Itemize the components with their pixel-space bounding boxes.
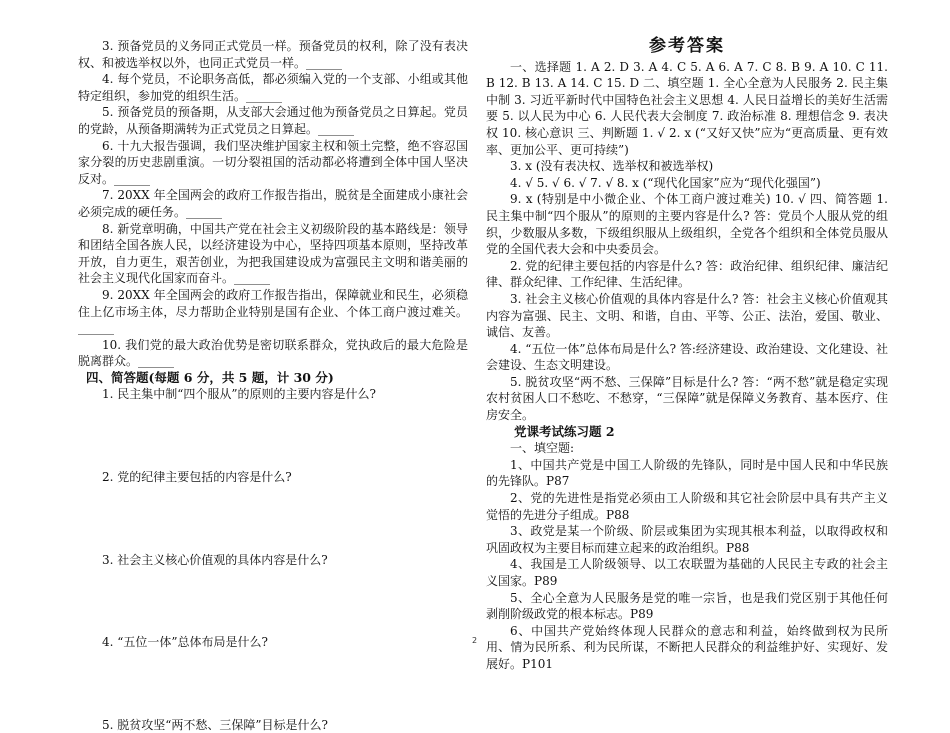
exercise-item-2: 2、党的先进性是指党必须由工人阶级和其它社会阶层中具有共产主义觉悟的先进分子组成。P88 (486, 491, 888, 522)
answer-space-3 (78, 568, 468, 634)
exercise-title: 党课考试练习题 2 (514, 423, 615, 439)
answer-block-7: 4. “五位一体”总体布局是什么? 答:经济建设、政治建设、文化建设、社会建设、生态文明建设。 (486, 341, 888, 373)
judgment-item-7: 7. 20XX 年全国两会的政府工作报告指出，脱贫是全面建成小康社会必须完成的硬任务。______ (78, 188, 468, 219)
answer-block-5: 2. 党的纪律主要包括的内容是什么? 答：政治纪律、组织纪律、廉洁纪律、群众纪律、工作纪律、生活纪律。 (486, 258, 888, 290)
exercise-item-4: 4、我国是工人阶级领导、以工农联盟为基础的人民民主专政的社会主义国家。P89 (486, 557, 888, 588)
answer-space-4 (78, 651, 468, 717)
short-answer-question-4: 4. “五位一体”总体布局是什么? (102, 635, 268, 650)
judgment-item-4: 4. 每个党员，不论职务高低，都必须编入党的一个支部、小组或其他特定组织，参加党的组织生活。______ (78, 72, 468, 103)
judgment-item-10: 10. 我们党的最大政治优势是密切联系群众，党执政后的最大危险是脱离群众。______ (78, 337, 468, 369)
answer-block-6: 3. 社会主义核心价值观的具体内容是什么? 答：社会主义核心价值观其内容为富强、民主、文明、和谐，自由、平等、公正、法治，爱国、敬业、诚信、友善。 (486, 291, 888, 340)
exercise-item-3: 3、政党是某一个阶级、阶层或集团为实现其根本利益，以取得政权和巩固政权为主要目标而建立起来的政治组织。P88 (486, 524, 888, 555)
exercise-item-1: 1、中国共产党是中国工人阶级的先锋队，同时是中国人民和中华民族的先锋队。P87 (486, 457, 888, 489)
right-column (486, 38, 888, 673)
answer-block-3: 4. √ 5. √ 6. √ 7. √ 8. x (“现代化国家”应为“现代化强国”) (510, 175, 821, 190)
short-answer-question-2: 2. 党的纪律主要包括的内容是什么? (102, 470, 292, 485)
answer-space-2 (78, 486, 468, 552)
exercise-section-heading: 一、填空题: (510, 441, 575, 456)
short-answer-question-1: 1. 民主集中制“四个服从”的原则的主要内容是什么? (102, 387, 376, 402)
answer-space-1 (78, 403, 468, 469)
answer-key-title: 参考答案 (649, 36, 725, 56)
exercise-item-5: 5、全心全意为人民服务是党的唯一宗旨，也是我们党区别于其他任何剥削阶级政党的根本标志。P89 (486, 590, 888, 622)
judgment-item-9: 9. 20XX 年全国两会的政府工作报告指出，保障就业和民生，必须稳住上亿市场主体，尽力帮助企业特别是国有企业、个体工商户渡过难关。______ (78, 287, 468, 336)
answer-block-8: 5. 脱贫攻坚“两不愁、三保障”目标是什么? 答：“两不愁”就是稳定实现农村贫困人口不愁吃、不愁穿，“三保障”就是保障义务教育、基本医疗、住房安全。 (486, 374, 888, 423)
exercise-item-6: 6、中国共产党始终体现人民群众的意志和利益，始终做到权为民所用、情为民所系、利为民所谋，不断把人民群众的利益维护好、实现好、发展好。P101 (486, 623, 888, 671)
judgment-item-8: 8. 新党章明确，中国共产党在社会主义初级阶段的基本路线是：领导和团结全国各族人民，以经济建设为中心，坚持四项基本原则，坚持改革开放，自力更生，艰苦创业，为把我国建设成为富强民主文明和谐美丽的社会主义现代化国家而奋斗。______ (78, 221, 468, 286)
judgment-item-6: 6. 十九大报告强调，我们坚决维护国家主权和领土完整，绝不容忍国家分裂的历史悲剧重演。一切分裂祖国的活动都必将遭到全体中国人坚决反对。______ (78, 138, 468, 186)
left-column (78, 38, 468, 733)
page-number: 2 (472, 636, 478, 645)
answer-block-2: 3. x (没有表决权、选举权和被选举权) (510, 159, 714, 174)
judgment-item-5: 5. 预备党员的预备期，从支部大会通过他为预备党员之日算起。党员的党龄，从预备期满转为正式党员之日算起。______ (78, 105, 468, 136)
answer-block-1: 一、选择题 1. A 2. D 3. A 4. C 5. A 6. A 7. C 8. B 9. A 10. C 11. B 12. B 13. A 14. C 15. D 二、填空题 1. 全心全意为人民服务 2. 民主集中制 3. 习近平新时代中国特色社会主义思想 4. 人民日益增长的美好生活需要 5. 以人民为中心 6. 人民代表大会制度 7. 政治标准 8. 理想信念 9. 表决权 10. 核心意识 三、判断题 1. √ 2. x (“又好又快”应为“更高质量、更有效率、更加公平、更可持续”) (486, 59, 888, 157)
judgment-item-3: 3. 预备党员的义务同正式党员一样。预备党员的权利，除了没有表决权、和被选举权以外，也同正式党员一样。______ (78, 39, 468, 70)
short-answer-question-5: 5. 脱贫攻坚“两不愁、三保障”目标是什么? (102, 717, 328, 732)
short-answer-question-3: 3. 社会主义核心价值观的具体内容是什么? (102, 552, 328, 567)
answer-block-4: 9. x (特别是中小微企业、个体工商户渡过难关) 10. √ 四、简答题 1. 民主集中制“四个服从”的原则的主要内容是什么? 答：党员个人服从党的组织，少数服从多数，下级组织服从上级组织，全党各个组织和全体党员服从党的全国代表大会和中央委员会。 (486, 192, 888, 257)
section-heading-short-answer: 四、简答题(每题 6 分，共 5 题，计 30 分) (86, 369, 334, 385)
